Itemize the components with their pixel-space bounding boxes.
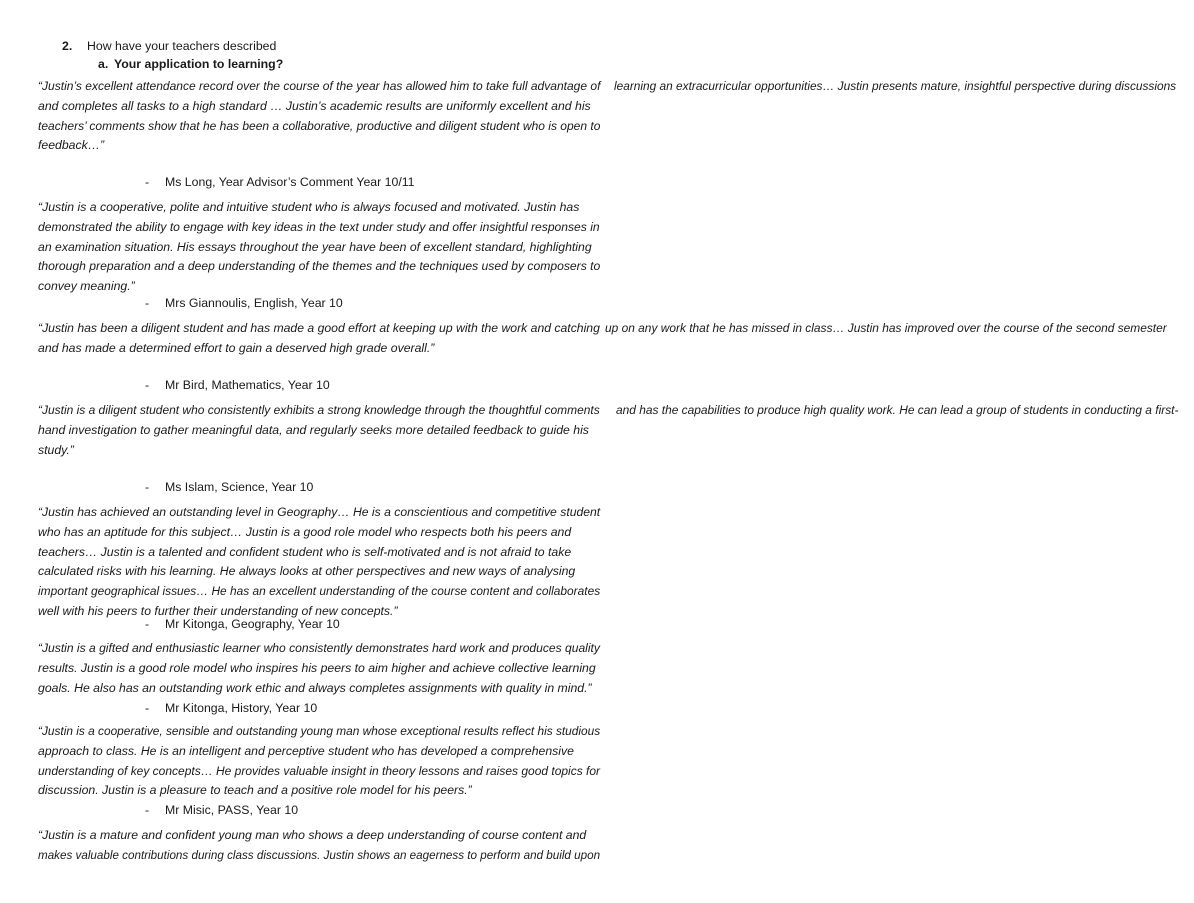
question-text: How have your teachers described xyxy=(87,39,277,53)
comment-quote xyxy=(38,826,600,866)
comment-quote xyxy=(38,77,1176,156)
quote-line: approach to class. He is an intelligent and perceptive student who has developed a comprehensive xyxy=(38,743,574,758)
quote-line: “Justin is a cooperative, polite and intuitive student who is always focused and motivated. Justin has xyxy=(38,200,580,214)
comment-attribution xyxy=(145,295,343,311)
quote-line: an examination situation. His essays throughout the year have been of excellent standard, highlighting xyxy=(38,239,592,254)
quote-line: and has made a determined effort to gain a deserved high grade overall.” xyxy=(38,340,435,355)
quote-line: “Justin has achieved an outstanding level in Geography… He is a conscientious and competitive student xyxy=(38,505,601,519)
quote-line: and has the capabilities to produce high quality work. He can lead a group of students in conducting a first- xyxy=(616,403,1179,417)
attribution-text: Ms Long, Year Advisor’s Comment Year 10/11 xyxy=(165,175,415,189)
quote-line: makes valuable contributions during class discussions. Justin shows an eagerness to perform and build upon xyxy=(38,847,601,862)
sub-question-letter: a. xyxy=(98,57,109,71)
attribution-text: Mrs Giannoulis, English, Year 10 xyxy=(165,296,343,310)
comment-quote xyxy=(38,319,1168,359)
question-heading xyxy=(62,38,276,54)
quote-line: important geographical issues… He has an excellent understanding of the course content and collaborates xyxy=(38,584,601,599)
comment-attribution xyxy=(145,802,298,818)
comment-quote xyxy=(38,639,600,698)
attribution-text: Mr Bird, Mathematics, Year 10 xyxy=(165,378,330,392)
quote-line: and completes all tasks to a high standard … Justin’s academic results are uniformly excellent and his xyxy=(38,98,591,113)
quote-line: understanding of key concepts… He provides valuable insight in theory lessons and raises good topics for xyxy=(38,763,601,778)
attribution-dash: - xyxy=(145,480,150,494)
quote-line: feedback…” xyxy=(38,138,105,153)
quote-line: who has an aptitude for this subject… Justin is a good role model who respects both his peers and xyxy=(38,524,572,539)
question-number: 2. xyxy=(62,39,73,53)
attribution-dash: - xyxy=(145,378,150,392)
quote-line: “Justin’s excellent attendance record over the course of the year has allowed him to take full advantage of xyxy=(38,79,601,93)
comment-attribution xyxy=(145,700,317,716)
attribution-dash: - xyxy=(145,296,150,310)
comment-quote xyxy=(38,198,600,297)
attribution-text: Ms Islam, Science, Year 10 xyxy=(165,480,314,494)
quote-line: calculated risks with his learning. He always looks at other perspectives and new ways of analysing xyxy=(38,564,576,579)
comment-attribution xyxy=(145,479,313,495)
quote-line: study.” xyxy=(38,442,74,457)
quote-line: learning an extracurricular opportunities… Justin presents mature, insightful perspective during discussions xyxy=(613,79,1176,93)
comment-attribution xyxy=(145,174,415,190)
quote-line: up on any work that he has missed in class… Justin has improved over the course of the second semester xyxy=(605,321,1168,335)
comment-attribution xyxy=(145,616,340,632)
sub-question-heading xyxy=(98,56,283,72)
attribution-text: Mr Misic, PASS, Year 10 xyxy=(165,803,299,817)
attribution-dash: - xyxy=(145,701,150,715)
comment-quote xyxy=(38,722,600,801)
comment-attribution xyxy=(145,377,330,393)
quote-line: “Justin is a diligent student who consistently exhibits a strong knowledge through the thoughtful comments xyxy=(38,403,600,417)
quote-line: “Justin is a gifted and enthusiastic learner who consistently demonstrates hard work and produces quality xyxy=(38,641,600,655)
sub-question-text: Your application to learning? xyxy=(114,57,284,71)
quote-line: “Justin has been a diligent student and has made a good effort at keeping up with the work and catching xyxy=(38,321,600,335)
attribution-dash: - xyxy=(145,175,150,189)
attribution-dash: - xyxy=(145,803,150,817)
quote-line: “Justin is a cooperative, sensible and outstanding young man whose exceptional results reflect his studious xyxy=(38,724,601,738)
quote-line: convey meaning.” xyxy=(38,279,135,294)
quote-line: well with his peers to further their understanding of new concepts.” xyxy=(38,603,398,618)
attribution-text: Mr Kitonga, Geography, Year 10 xyxy=(165,617,340,631)
quote-line: teachers’ comments show that he has been a collaborative, productive and diligent student who is open to xyxy=(38,118,601,133)
quote-line: thorough preparation and a deep understanding of the themes and the techniques used by composers to xyxy=(38,259,601,274)
quote-line: “Justin is a mature and confident young man who shows a deep understanding of course content and xyxy=(38,828,587,842)
attribution-text: Mr Kitonga, History, Year 10 xyxy=(165,701,318,715)
comment-quote xyxy=(38,503,600,622)
quote-line: demonstrated the ability to engage with key ideas in the text under study and offer insightful responses in xyxy=(38,219,600,234)
quote-line: results. Justin is a good role model who inspires his peers to aim higher and achieve collective learning xyxy=(38,660,596,675)
quote-line: hand investigation to gather meaningful data, and regularly seeks more detailed feedback to guide his xyxy=(38,422,589,437)
quote-line: goals. He also has an outstanding work ethic and always completes assignments with quality in mind.” xyxy=(38,680,592,695)
comment-quote xyxy=(38,401,1179,460)
quote-line: discussion. Justin is a pleasure to teach and a positive role model for his peers.” xyxy=(38,783,472,798)
attribution-dash: - xyxy=(145,617,150,631)
quote-line: teachers… Justin is a talented and confident student who is self-motivated and is not afraid to take xyxy=(38,544,572,559)
